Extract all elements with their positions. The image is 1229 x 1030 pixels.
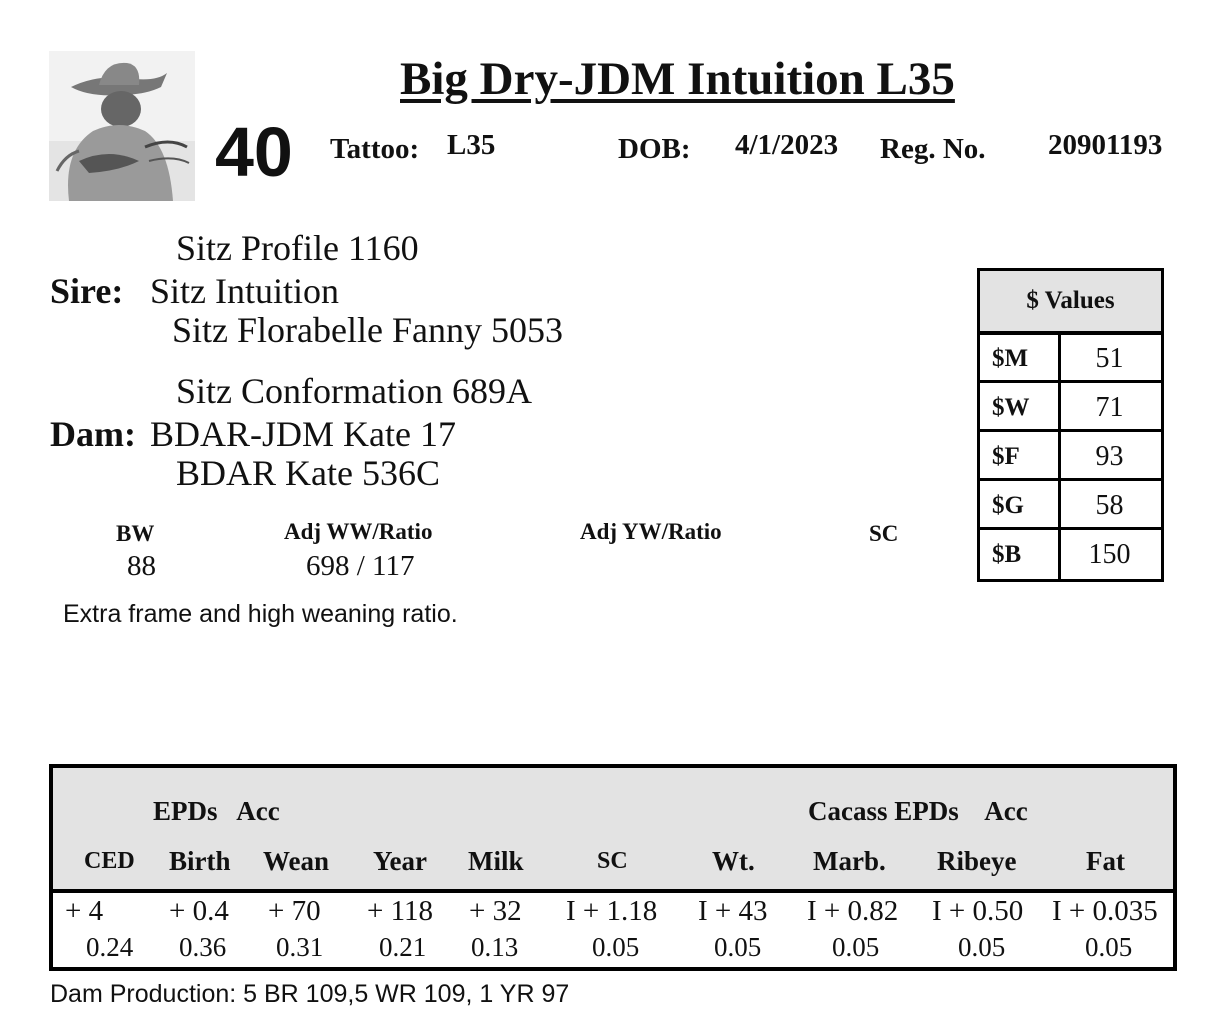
dollar-value-number: 71 xyxy=(1095,392,1124,423)
dollar-value-key: $G xyxy=(992,492,1024,519)
epd-acc-wt: 0.05 xyxy=(714,932,762,962)
reg-value: 20901193 xyxy=(1048,129,1163,161)
epd-col-sc: SC xyxy=(597,848,628,874)
epd-value-year: + 118 xyxy=(367,895,434,927)
yw-header: Adj YW/Ratio xyxy=(580,519,722,544)
epd-acc-birth: 0.36 xyxy=(179,932,227,962)
epd-acc-ribeye: 0.05 xyxy=(958,932,1006,962)
epd-value-birth: + 0.4 xyxy=(169,895,229,927)
epd-acc-year: 0.21 xyxy=(379,932,427,962)
dollar-value-key: $W xyxy=(992,394,1030,421)
epd-col-wt: Wt. xyxy=(712,846,755,876)
sire-name: Sitz Intuition xyxy=(150,271,339,311)
epd-col-ribeye: Ribeye xyxy=(937,846,1017,876)
dollar-value-row xyxy=(980,335,1161,383)
dob-label: DOB: xyxy=(618,133,691,165)
epd-col-year: Year xyxy=(373,846,427,876)
epd-group-label: EPDs Acc xyxy=(153,796,280,826)
epd-col-fat: Fat xyxy=(1086,846,1125,876)
epd-col-wean: Wean xyxy=(263,846,330,876)
sire-dam: Sitz Florabelle Fanny 5053 xyxy=(172,310,563,350)
epd-table xyxy=(49,764,1177,971)
epd-acc-milk: 0.13 xyxy=(471,932,519,962)
epd-value-marb: I + 0.82 xyxy=(807,895,899,927)
epd-value-wt: I + 43 xyxy=(698,895,768,927)
epd-acc-ced: 0.24 xyxy=(86,932,134,962)
epd-acc-sc: 0.05 xyxy=(592,932,640,962)
bw-value: 88 xyxy=(127,550,156,582)
dam-production: Dam Production: 5 BR 109,5 WR 109, 1 YR 97 xyxy=(50,980,570,1008)
dollar-value-row xyxy=(980,531,1161,579)
dollar-value-key: $B xyxy=(992,541,1022,568)
dollar-value-row xyxy=(980,384,1161,432)
carcass-epd-group-label: Cacass EPDs Acc xyxy=(808,796,1028,826)
dollar-value-number: 150 xyxy=(1088,539,1131,570)
dam-sire: Sitz Conformation 689A xyxy=(176,371,532,411)
epd-table-header xyxy=(53,768,1173,893)
dob-value: 4/1/2023 xyxy=(735,129,839,161)
dollar-value-key: $M xyxy=(992,345,1029,372)
epd-col-birth: Birth xyxy=(169,846,231,876)
epd-value-sc: I + 1.18 xyxy=(566,895,658,927)
sire-sire: Sitz Profile 1160 xyxy=(176,228,419,268)
epd-acc-wean: 0.31 xyxy=(276,932,324,962)
epd-value-ribeye: I + 0.50 xyxy=(932,895,1024,927)
dollar-values-table xyxy=(977,268,1164,582)
sire-label: Sire: xyxy=(50,271,124,311)
dam-label: Dam: xyxy=(50,414,136,454)
dollar-value-number: 51 xyxy=(1095,343,1124,374)
dollar-value-row xyxy=(980,433,1161,481)
dollar-value-row xyxy=(980,482,1161,530)
epd-col-ced: CED xyxy=(84,848,135,874)
epd-value-wean: + 70 xyxy=(268,895,321,927)
epd-col-marb: Marb. xyxy=(813,846,886,876)
tattoo-value: L35 xyxy=(447,129,496,161)
epd-acc-fat: 0.05 xyxy=(1085,932,1133,962)
epd-value-fat: I + 0.035 xyxy=(1052,895,1158,927)
dollar-value-key: $F xyxy=(992,443,1020,470)
lot-number: 40 xyxy=(215,113,293,191)
dollar-value-number: 93 xyxy=(1095,441,1124,472)
reg-label: Reg. No. xyxy=(880,133,986,165)
epd-acc-marb: 0.05 xyxy=(832,932,880,962)
bw-header: BW xyxy=(116,521,155,546)
dollar-values-title: $ Values xyxy=(980,271,1161,335)
dam-name: BDAR-JDM Kate 17 xyxy=(150,414,456,454)
epd-col-milk: Milk xyxy=(468,846,524,876)
tattoo-label: Tattoo: xyxy=(330,133,420,165)
ww-value: 698 / 117 xyxy=(306,550,415,582)
epd-value-ced: + 4 xyxy=(65,895,104,927)
epd-value-milk: + 32 xyxy=(469,895,522,927)
sc-header: SC xyxy=(869,521,899,546)
dam-dam: BDAR Kate 536C xyxy=(176,453,440,493)
comment: Extra frame and high weaning ratio. xyxy=(63,600,458,628)
page-title: Big Dry-JDM Intuition L35 xyxy=(400,53,955,105)
cowboy-logo xyxy=(49,51,195,201)
ww-header: Adj WW/Ratio xyxy=(284,519,433,544)
dollar-value-number: 58 xyxy=(1095,490,1124,521)
